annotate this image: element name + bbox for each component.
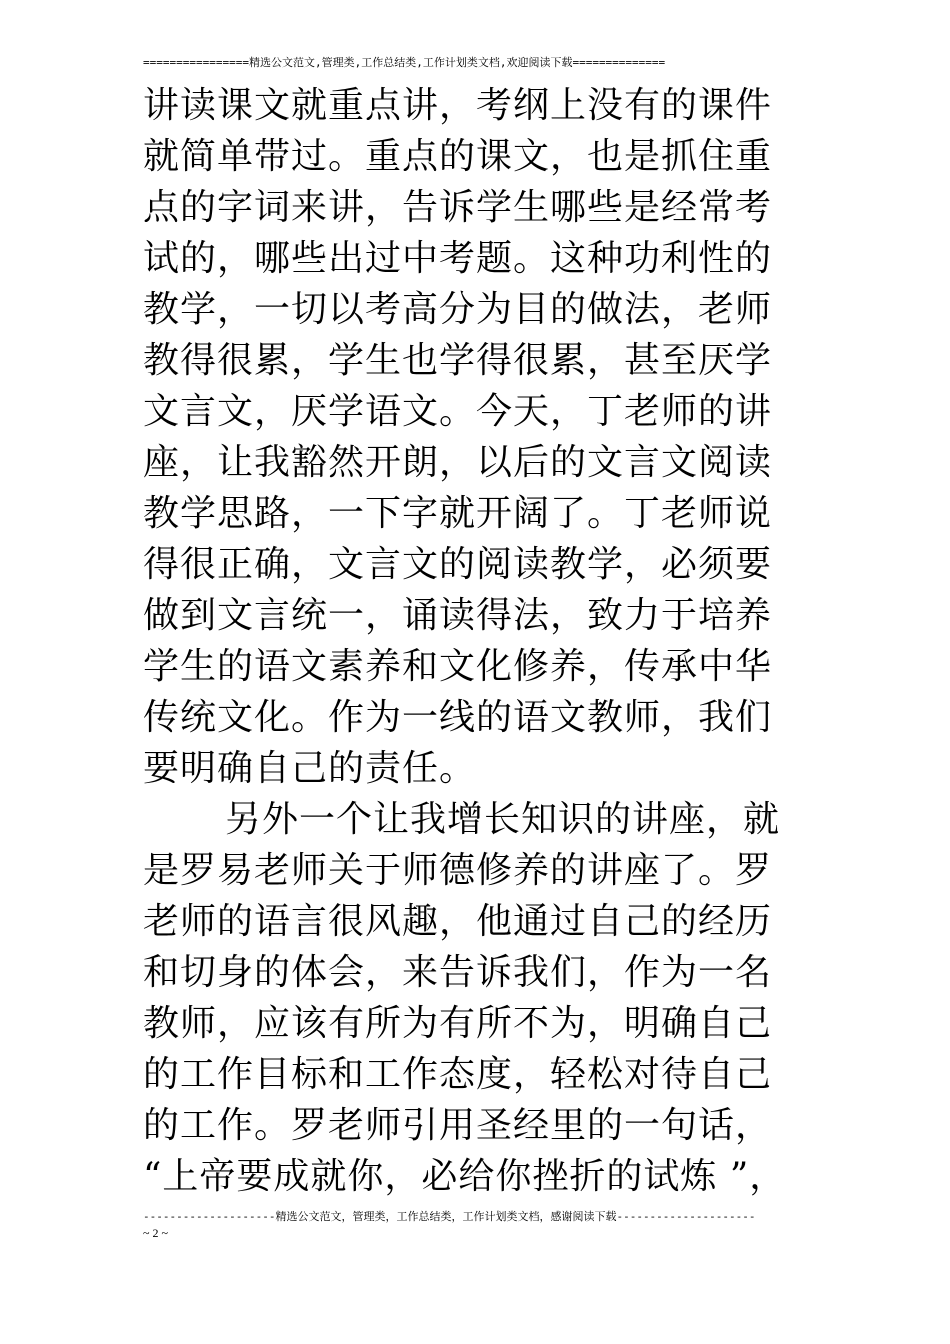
text-line: “上帝要成就你，必给你挫折的试炼 ”， [143,1156,787,1197]
text-line: 教得很累，学生也学得很累，甚至厌学 [143,340,773,381]
text-line: 的工作。罗老师引用圣经里的一句话， [143,1105,773,1146]
text-line: 文言文，厌学语文。今天，丁老师的讲 [143,391,773,432]
text-line: 试的，哪些出过中考题。这种功利性的 [143,238,773,279]
text-line: 教师，应该有所为有所不为，明确自己 [143,1003,773,1044]
text-line: 点的字词来讲，告诉学生哪些是经常考 [143,187,773,228]
text-line: 老师的语言很风趣，他通过自己的经历 [143,901,773,942]
page-footer: --------------------精选公文范文，管理类，工作总结类，工作计划类文档，感谢阅读下载--------------------- [143,1210,756,1223]
page-number: ~ 2 ~ [143,1226,168,1240]
text-line: 是罗易老师关于师德修养的讲座了。罗 [143,850,773,891]
text-line: 做到文言统一，诵读得法，致力于培养 [143,595,773,636]
text-line: 教学，一切以考高分为目的做法，老师 [143,289,773,330]
document-body [143,80,807,1202]
text-line: 座，让我豁然开朗，以后的文言文阅读 [143,442,773,483]
text-line: 就简单带过。重点的课文，也是抓住重 [143,136,773,177]
text-line: 学生的语文素养和文化修养，传承中华 [143,646,773,687]
text-line: 得很正确，文言文的阅读教学，必须要 [143,544,773,585]
text-line: 教学思路，一下字就开阔了。丁老师说 [143,493,773,534]
page-header: ================精选公文范文,管理类,工作总结类,工作计划类文档,欢迎阅读下载============== [143,56,666,69]
text-line: 的工作目标和工作态度，轻松对待自己 [143,1054,773,1095]
text-line: 传统文化。作为一线的语文教师，我们 [143,697,773,738]
paragraph-first-line: 另外一个让我增长知识的讲座，就 [225,799,781,840]
text-line: 要明确自己的责任。 [143,748,477,789]
text-line: 和切身的体会，来告诉我们，作为一名 [143,952,773,993]
text-line: 讲读课文就重点讲，考纲上没有的课件 [143,85,773,126]
